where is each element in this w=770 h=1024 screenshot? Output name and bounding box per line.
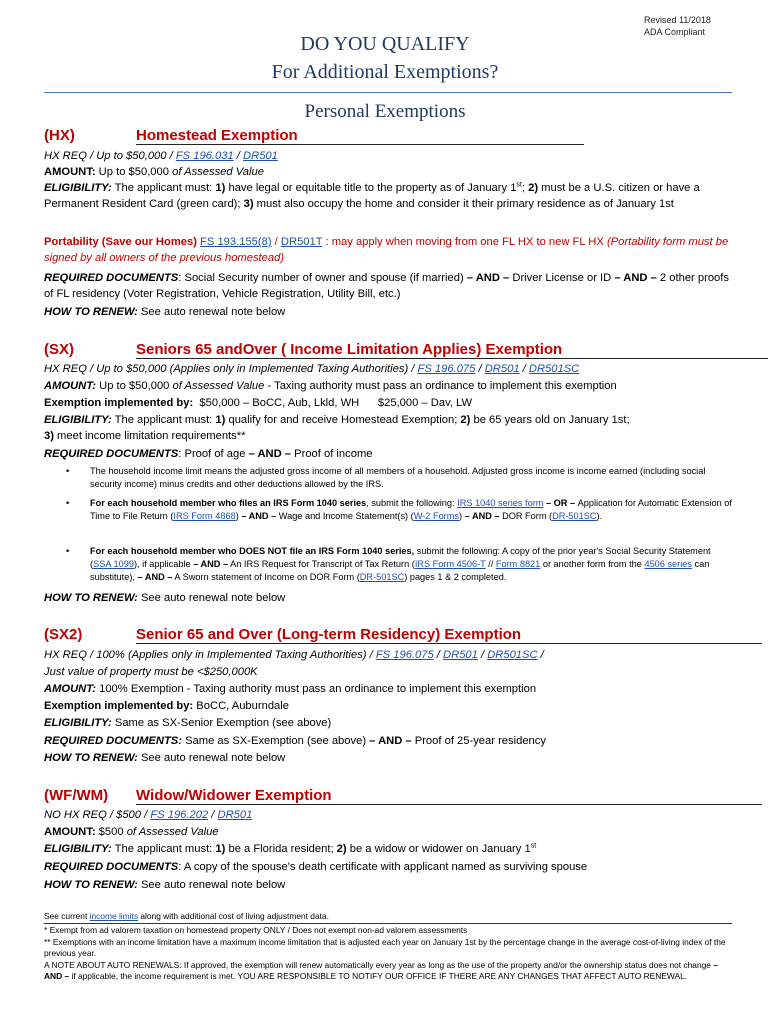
sx2-impl-text: BoCC, Auburndale [193, 700, 289, 712]
sx2-elig-label: ELIGIBILITY: [44, 717, 112, 729]
hx-req-sep: / [233, 150, 244, 162]
sx-amount-italic: of Assessed Value [172, 380, 265, 392]
wf-req-text: NO HX REQ / $500 / [44, 809, 151, 821]
hx-elig-t5: must also occupy the home and consider it their primary residence as of January 1st [253, 198, 674, 210]
sx-b3-and2: – AND – [137, 572, 173, 582]
sx-b3-t5: or another form from the [540, 559, 645, 569]
sx2-docs-and: – AND – [369, 735, 412, 747]
wf-elig-label: ELIGIBILITY: [44, 843, 112, 855]
hx-underline [136, 144, 584, 145]
dr501sc-link-b2[interactable]: DR-501SC [552, 511, 597, 521]
sx2-renew-label: HOW TO RENEW: [44, 752, 138, 764]
hx-docs-and2: – AND – [614, 272, 657, 284]
hx-renew-label: HOW TO RENEW: [44, 306, 138, 318]
hx-docs-and1: – AND – [466, 272, 510, 284]
sx-impl-text: $50,000 – BoCC, Aub, Lkld, WH $25,000 – Dav, LW [193, 397, 472, 409]
sx2-req-sep1: / [433, 649, 444, 661]
wf-docs-label: REQUIRED DOCUMENTS [44, 861, 179, 873]
sx-b2-bold: For each household member who files an IRS Form 1040 series [90, 498, 367, 508]
sx-elig-t4: meet income limitation requirements** [53, 430, 246, 442]
note3-t1: A NOTE ABOUT AUTO RENEWALS: If approved, the exemption will renew automatically every year as long as the use of the property and/or the ownership status does not change [44, 959, 714, 970]
sx-b3-bold: For each household member who DOES NOT file an IRS Form 1040 series, [90, 546, 415, 556]
sx2-docs-t1: Same as SX-Exemption (see above) [181, 735, 370, 747]
sx-elig-t2: qualify for and receive Homestead Exemption; [225, 414, 461, 426]
sx-elig-b3: 3) [44, 430, 54, 442]
sx-dr501-link[interactable]: DR501 [484, 363, 520, 375]
hx-req-text: HX REQ / Up to $50,000 / [44, 150, 176, 162]
hx-amount-text: Up to $50,000 [95, 166, 173, 178]
sx-req-text: HX REQ / Up to $50,000 (Applies only in Implemented Taxing Authorities) / [44, 363, 418, 375]
page-title-line1: DO YOU QUALIFY [300, 33, 470, 55]
sx2-code: (SX2) [44, 626, 83, 643]
sx-heading [44, 340, 734, 359]
wf-elig-t2: be a Florida resident; [225, 843, 337, 855]
irs-1040-link[interactable]: IRS 1040 series form [457, 498, 544, 508]
hx-port-fs-link[interactable]: FS 193.155(8) [200, 236, 272, 248]
hx-docs-label: REQUIRED DOCUMENTS [44, 272, 179, 284]
w2-forms-link[interactable]: W-2 Forms [413, 511, 459, 521]
hx-dr501-link[interactable]: DR501 [243, 150, 278, 162]
sx-b2-and2: – AND – [464, 511, 500, 521]
sx-docs-and: – AND – [248, 448, 292, 460]
hx-code: (HX) [44, 127, 75, 144]
hx-amount [44, 164, 734, 180]
page-title-line2: For Additional Exemptions? [271, 61, 499, 83]
sx-amount [44, 378, 734, 394]
wf-amount-t1: $500 [95, 826, 127, 838]
sx-amount-t2: - Taxing authority must pass an ordinance to implement this exemption [264, 380, 617, 392]
income-limits-note [44, 911, 734, 923]
hx-renew-text: See auto renewal note below [137, 306, 286, 318]
wf-req-sep: / [208, 809, 218, 821]
footnote-1: * Exempt from ad valorem taxation on homestead property ONLY / Does not exempt non-ad valorem assessments [44, 925, 468, 935]
wf-name: Widow/Widower Exemption [136, 787, 332, 804]
sx-b3-t2: ), if applicable [133, 559, 194, 569]
hx-portability [44, 234, 734, 266]
sx2-docs-t2: Proof of 25-year residency [411, 735, 546, 747]
sx2-dr501sc-link[interactable]: DR501SC [487, 649, 538, 661]
hx-elig-t3: ; [521, 182, 529, 194]
sx2-renew [44, 750, 734, 766]
hx-heading [44, 126, 734, 145]
sx2-docs-label: REQUIRED DOCUMENTS: [44, 735, 182, 747]
sx2-fs-link[interactable]: FS 196.075 [375, 649, 434, 661]
hx-docs-t1: : Social Security number of owner and spouse (if married) [178, 272, 467, 284]
sx-underline [136, 358, 768, 359]
hx-elig-label: ELIGIBILITY: [44, 182, 112, 194]
sx-b2-or: – OR – [543, 498, 578, 508]
footnote-auto-renewal [44, 960, 734, 983]
sx-b3-and1: – AND – [193, 559, 229, 569]
note3-and: – AND – [44, 959, 718, 981]
sx-b2-t2: Application for Automatic Extension of Time to File Return ( [90, 498, 732, 521]
sx2-renew-text: See auto renewal note below [137, 752, 286, 764]
sx-b2-t4: Wage and Income Statement(s) ( [276, 511, 414, 521]
income-t1: See current [44, 911, 90, 921]
wf-renew [44, 877, 734, 893]
sx2-underline [136, 643, 762, 644]
sx2-impl-label: Exemption implemented by: [44, 700, 194, 712]
wf-amount-italic: of Assessed Value [126, 826, 219, 838]
hx-port-text: : may apply when moving from one FL HX to new FL HX [322, 236, 607, 248]
sx-b2-t7: ). [596, 511, 603, 521]
sx2-implemented [44, 698, 734, 714]
wf-documents [44, 859, 734, 875]
sx2-name: Senior 65 and Over (Long-term Residency) Exemption [136, 626, 522, 643]
sx-elig-b2: 2) [460, 414, 471, 426]
sx-amount-t1: Up to $50,000 [96, 380, 173, 392]
hx-amount-label: AMOUNT: [44, 166, 96, 178]
hx-documents [44, 270, 734, 302]
sx2-dr501-link[interactable]: DR501 [443, 649, 478, 661]
sx2-amount-label: AMOUNT: [44, 683, 96, 695]
sx-req-sep2: / [519, 363, 529, 375]
sx2-elig-text: Same as SX-Senior Exemption (see above) [111, 717, 332, 729]
hx-elig-t4: must be a U.S. citizen or have a Permanent Resident Card (green card); [44, 182, 700, 210]
revised-date: Revised 11/2018 [644, 15, 711, 25]
sx2-eligibility [44, 715, 734, 731]
wf-elig-t1: The applicant must: [111, 843, 216, 855]
sx-requirement [44, 361, 734, 377]
sx-b2-and1: – AND – [241, 511, 277, 521]
wf-elig-b1: 1) [215, 843, 226, 855]
wf-heading [44, 786, 734, 805]
sx-b2-t5: ) [459, 511, 465, 521]
sx-b3-t4: // [485, 559, 496, 569]
income-t2: along with additional cost of living adjustment data. [138, 911, 329, 921]
footnote-2: ** Exemptions with an income limitation have a maximum income limitation that is adjusted each year on January 1st by the percentage change in the average cost-of-living index of the previous year. [44, 936, 726, 958]
sx-implemented [44, 395, 734, 411]
sx-documents [44, 446, 734, 462]
wf-renew-text: See auto renewal note below [137, 879, 286, 891]
sx-b2-t3: ) [235, 511, 242, 521]
wf-elig-b2: 2) [336, 843, 347, 855]
sx-dr501sc-link[interactable]: DR501SC [528, 363, 580, 375]
sx2-heading [44, 625, 734, 644]
sx-b3-t7: A Sworn statement of Income on DOR Form ( [172, 572, 360, 582]
bullet-dot: • [66, 546, 70, 556]
hx-name: Homestead Exemption [136, 127, 298, 144]
wf-dr501-link[interactable]: DR501 [217, 809, 253, 821]
sx2-amount [44, 681, 734, 697]
sx-b3-t1: submit the following: A copy of the prior year's Social Security Statement ( [90, 546, 711, 569]
income-limits-link[interactable]: income limits [89, 911, 139, 921]
note3-t2: if applicable, the income requirement is met. YOU ARE RESPONSIBLE TO NOTIFY OUR OFFICE IF THERE ARE ANY CHANGES THAT AFFECT AUTO RENEWAL. [69, 971, 688, 981]
sx-code: (SX) [44, 341, 74, 358]
sx-impl-label: Exemption implemented by: [44, 397, 194, 409]
hx-docs-t3: 2 other proofs of FL residency (Voter Registration, Vehicle Registration, Utility Bill, etc.) [44, 272, 729, 300]
hx-docs-t2: Driver License or ID [509, 272, 615, 284]
sx2-requirement [44, 647, 734, 663]
footer-divider [44, 923, 732, 924]
hx-port-italic: (Portability form must be signed by all owners of the previous homestead) [44, 236, 729, 264]
ssa-1099-link[interactable]: SSA 1099 [93, 559, 134, 569]
sx2-req-text: HX REQ / 100% (Applies only in Implemented Taxing Authorities) / [44, 649, 376, 661]
sx-renew [44, 590, 734, 606]
wf-amount [44, 824, 734, 840]
dr501sc-link-b3[interactable]: DR-501SC [359, 572, 405, 582]
ada-compliant: ADA Compliant [644, 27, 706, 37]
sx-elig-b1: 1) [215, 414, 226, 426]
hx-elig-b1: 1) [215, 182, 226, 194]
wf-docs-text: : A copy of the spouse's death certificate with applicant named as surviving spouse [178, 861, 588, 873]
sx2-documents [44, 733, 734, 749]
hx-port-sep: / [271, 236, 281, 248]
form-4506-series-link[interactable]: 4506 series [644, 559, 692, 569]
bullet-dot: • [66, 498, 70, 508]
sx-renew-label: HOW TO RENEW: [44, 592, 138, 604]
hx-elig-t1: The applicant must: [111, 182, 216, 194]
sx-b2-t1: , submit the following: [366, 498, 458, 508]
sx-eligibility [44, 412, 734, 444]
hx-elig-t2: have legal or equitable title to the property as of January 1 [225, 182, 517, 194]
sx-req-sep1: / [475, 363, 485, 375]
form-8821-link[interactable]: Form 8821 [495, 559, 541, 569]
hx-requirement [44, 148, 734, 164]
sx2-just-value: Just value of property must be <$250,000K [44, 666, 258, 678]
sx-renew-text: See auto renewal note below [137, 592, 286, 604]
wf-elig-t3: be a widow or widower on January 1 [346, 843, 531, 855]
sx-docs-t1: : Proof of age [178, 448, 249, 460]
sx-b1-text: The household income limit means the adjusted gross income of all members of a household. Adjusted gross income is income earned (including social security income) minus credits and other deductions allowed by the IRS. [90, 466, 706, 489]
sx-b3-t3: An IRS Request for Transcript of Tax Return ( [228, 559, 415, 569]
hx-elig-sup: st [516, 181, 522, 189]
bullet-dot: • [66, 466, 70, 476]
hx-port-label: Portability (Save our Homes) [44, 236, 201, 248]
hx-renew [44, 304, 734, 320]
title-divider [44, 92, 732, 93]
hx-amount-italic: of Assessed Value [172, 166, 264, 178]
sx-b2-t6: DOR Form ( [499, 511, 553, 521]
wf-code: (WF/WM) [44, 787, 109, 804]
sx2-req-tail: / [537, 649, 544, 661]
wf-underline [136, 804, 762, 805]
wf-eligibility [44, 841, 734, 857]
wf-amount-label: AMOUNT: [44, 826, 96, 838]
sx-b3-t8: ) pages 1 & 2 completed. [404, 572, 507, 582]
hx-elig-b3: 3) [243, 198, 254, 210]
footnotes [44, 925, 734, 983]
section-subtitle: Personal Exemptions [304, 101, 466, 122]
hx-eligibility [44, 180, 734, 212]
hx-elig-b2: 2) [528, 182, 539, 194]
irs-4506t-link[interactable]: IRS Form 4506-T [414, 559, 486, 569]
sx-docs-label: REQUIRED DOCUMENTS [44, 448, 179, 460]
wf-fs-link[interactable]: FS 196.202 [150, 809, 209, 821]
sx-b2-text [90, 497, 732, 523]
sx2-req-sep2: / [477, 649, 488, 661]
sx-elig-t3: be 65 years old on January 1st; [470, 414, 630, 426]
sx-name: Seniors 65 andOver ( Income Limitation Applies) Exemption [136, 341, 563, 358]
sx-elig-label: ELIGIBILITY: [44, 414, 112, 426]
wf-renew-label: HOW TO RENEW: [44, 879, 138, 891]
wf-elig-sup: st [530, 842, 537, 850]
sx-fs-link[interactable]: FS 196.075 [417, 363, 476, 375]
sx-b3-text [90, 545, 732, 584]
hx-dr501t-link[interactable]: DR501T [280, 236, 323, 248]
sx-docs-t2: Proof of income [291, 448, 373, 460]
sx-b3-t6: can substitute), [90, 559, 710, 582]
irs-4868-link[interactable]: IRS Form 4868 [173, 511, 236, 521]
hx-fs-link[interactable]: FS 196.031 [175, 150, 234, 162]
wf-requirement [44, 807, 734, 823]
sx-amount-label: AMOUNT: [44, 380, 96, 392]
sx2-amount-text: 100% Exemption - Taxing authority must pass an ordinance to implement this exemption [96, 683, 537, 695]
sx-elig-t1: The applicant must: [111, 414, 216, 426]
